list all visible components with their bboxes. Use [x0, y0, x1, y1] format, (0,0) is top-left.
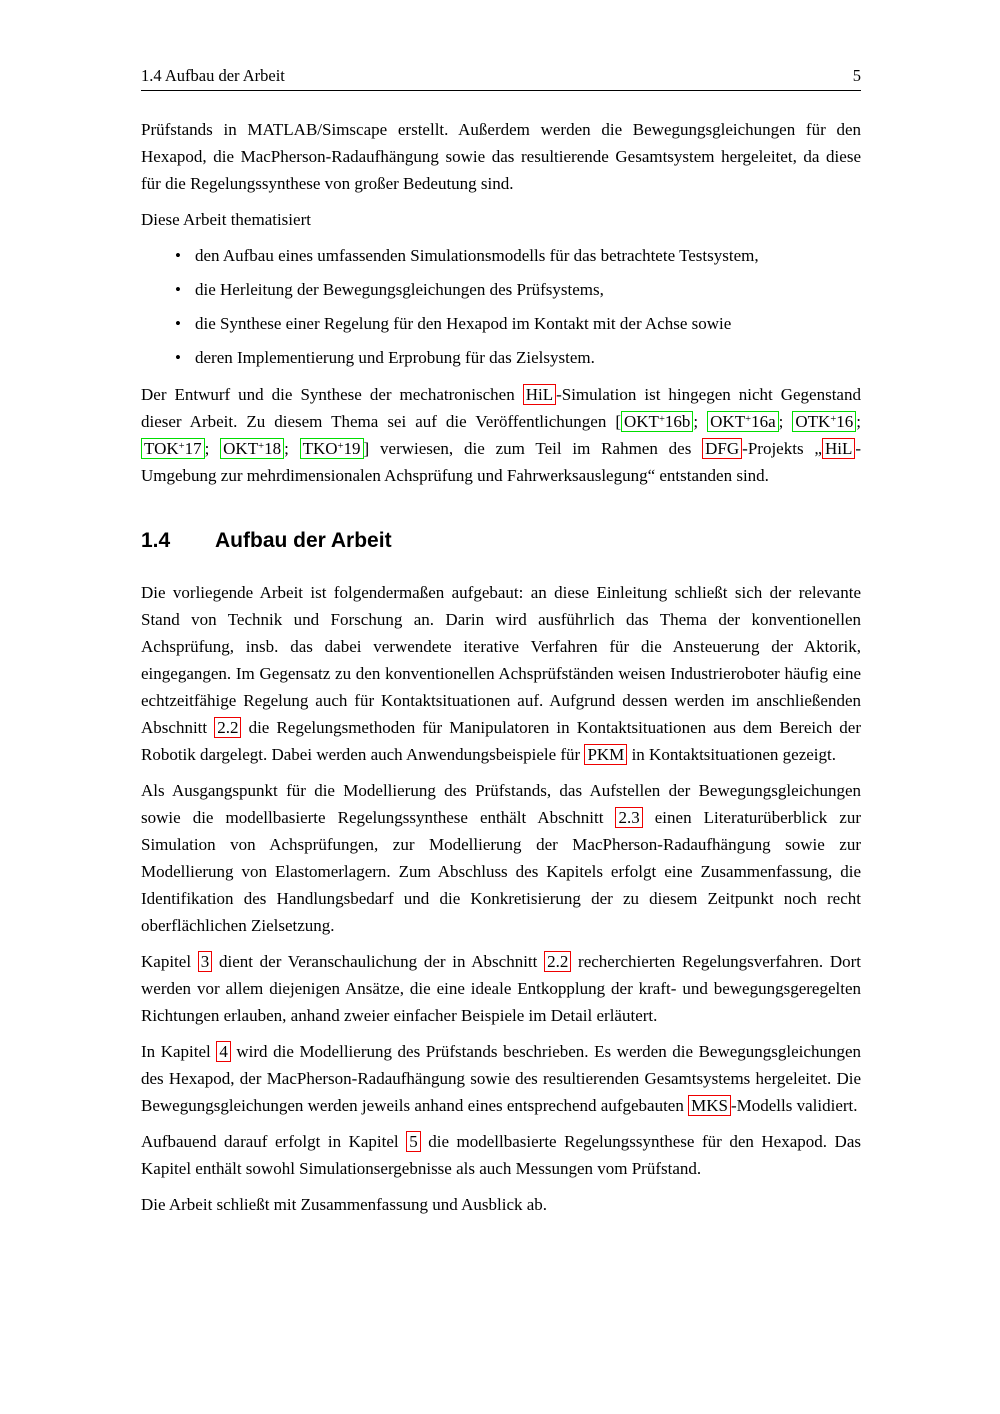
paragraph: Kapitel 3 dient der Veranschaulichung der in Abschnitt 2.2 recherchierten Regelungsverfahren. Dort werden vor allem diejenigen Ansätze, die eine ideale Entkopplung der kraft- und bewegungsgeregelten Richtungen erlauben, anhand zweier einfacher Beispiele im Detail erläutert.	[141, 952, 861, 1025]
header-rule	[141, 90, 861, 91]
page-number: 5	[852, 66, 861, 85]
citation-ref[interactable]: TKO+19	[300, 438, 364, 459]
paragraph: Prüfstands in MATLAB/Simscape erstellt. Außerdem werden die Bewegungsgleichungen für den Hexapod, die MacPherson-Radaufhängung sowie das resultierende Gesamtsystem hergeleitet, da diese für die Regelungssynthese von großer Bedeutung sind.	[141, 120, 861, 193]
content-flow	[141, 116, 861, 1227]
citation-superscript: +	[337, 440, 344, 452]
citation-superscript: +	[178, 440, 185, 452]
internal-ref[interactable]: 2.3	[615, 807, 642, 828]
internal-ref[interactable]: DFG	[702, 438, 742, 459]
paragraph: Als Ausgangspunkt für die Modellierung des Prüfstands, das Aufstellen der Bewegungsgleichungen sowie die modellbasierte Regelungssynthese enthält Abschnitt 2.3 einen Literaturüberblick zur Simulation von Achsprüfungen, zur Modellierung der MacPherson-Radaufhängung sowie zur Modellierung von Elastomerlagern. Zum Abschluss des Kapitels erfolgt eine Zusammenfassung, die Identifikation des Handlungsbedarf und die Konkretisierung der zu diesem Zeitpunkt noch recht oberflächlichen Zielsetzung.	[141, 781, 862, 935]
paragraph: Der Entwurf und die Synthese der mechatronischen HiL -Simulation ist hingegen nicht Gegenstand dieser Arbeit. Zu diesem Thema sei auf die Veröffentlichungen [ OKT+16b ; OKT+16a ; OTK+16 ; TOK+17 ; OKT+18 ; TKO+19 ] verwiesen, die zum Teil im Rahmen des DFG -Projekts „ HiL -Umgebung zur mehrdimensionalen Achsprüfung und Fahrwerksauslegung“ entstanden sind.	[141, 385, 861, 485]
internal-ref[interactable]: 2.2	[214, 717, 241, 738]
internal-ref[interactable]: 2.2	[544, 951, 571, 972]
citation-ref[interactable]: OKT+16a	[707, 411, 778, 432]
internal-ref[interactable]: 5	[406, 1131, 421, 1152]
internal-ref[interactable]: PKM	[584, 744, 627, 765]
list-item: • die Herleitung der Bewegungsgleichungen des Prüfsystems,	[141, 276, 861, 303]
citation-ref[interactable]: OKT+16b	[621, 411, 693, 432]
citation-superscript: +	[658, 413, 665, 425]
internal-ref[interactable]: 3	[198, 951, 213, 972]
citation-ref[interactable]: OKT+18	[220, 438, 284, 459]
internal-ref[interactable]: 4	[216, 1041, 231, 1062]
paragraph: Aufbauend darauf erfolgt in Kapitel 5 die modellbasierte Regelungssynthese für den Hexapod. Das Kapitel enthält sowohl Simulationsergebnisse als auch Messungen vom Prüfstand.	[141, 1132, 861, 1178]
section-number: 1.4	[141, 529, 171, 552]
list-item: • die Synthese einer Regelung für den Hexapod im Kontakt mit der Achse sowie	[141, 310, 861, 337]
paragraph: Diese Arbeit thematisiert	[141, 210, 311, 229]
paragraph: In Kapitel 4 wird die Modellierung des Prüfstands beschrieben. Es werden die Bewegungsgleichungen des Hexapod, der MacPherson-Radaufhängung sowie des resultierenden Gesamtsystems hergeleitet. Die Bewegungsgleichungen werden jeweils anhand eines entsprechend aufgebauten MKS -Modells validiert.	[141, 1042, 861, 1115]
list-item: • den Aufbau eines umfassenden Simulationsmodells für das betrachtete Testsystem,	[141, 242, 861, 269]
running-head-title: 1.4 Aufbau der Arbeit	[141, 66, 285, 85]
list-item: • deren Implementierung und Erprobung für das Zielsystem.	[141, 344, 861, 371]
page-header	[141, 66, 861, 86]
paragraph: Die vorliegende Arbeit ist folgendermaßen aufgebaut: an diese Einleitung schließt sich der relevante Stand von Technik und Forschung an. Darin wird ausführlich das Thema der konventionellen Achsprüfung, insb. das dabei verwendete iterative Verfahren für die Ansteuerung der Aktorik, eingegangen. Im Gegensatz zu den konventionellen Achsprüfständen weisen Industrieroboter häufig eine echtzeitfähige Regelung auch für Kontaktsituationen auf. Aufgrund dessen werden im anschließenden Abschnitt 2.2 die Regelungsmethoden für Manipulatoren in Kontaktsituationen aus dem Bereich der Robotik dargelegt. Dabei werden auch Anwendungsbeispiele für PKM in Kontaktsituationen gezeigt.	[141, 583, 862, 764]
paragraph: Die Arbeit schließt mit Zusammenfassung und Ausblick ab.	[141, 1195, 548, 1214]
bullet-list	[141, 242, 861, 371]
citation-superscript: +	[258, 440, 265, 452]
internal-ref[interactable]: HiL	[523, 384, 556, 405]
citation-superscript: +	[745, 413, 752, 425]
internal-ref[interactable]: HiL	[822, 438, 855, 459]
citation-ref[interactable]: TOK+17	[141, 438, 205, 459]
section-title: Aufbau der Arbeit	[215, 529, 392, 552]
citation-superscript: +	[830, 413, 837, 425]
section-heading	[141, 529, 861, 553]
internal-ref[interactable]: MKS	[688, 1095, 731, 1116]
citation-ref[interactable]: OTK+16	[792, 411, 856, 432]
